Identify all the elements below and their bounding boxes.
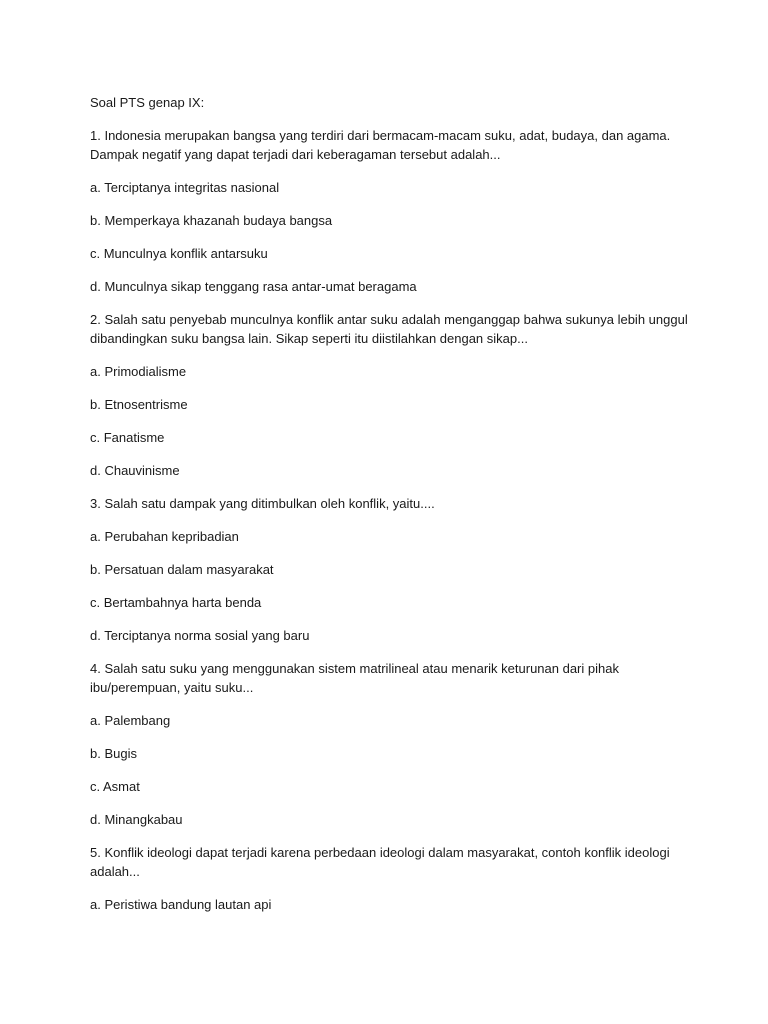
question-4-option-c: c. Asmat — [90, 779, 140, 794]
question-2-option-d: d. Chauvinisme — [90, 463, 180, 478]
question-4-option-d: d. Minangkabau — [90, 812, 183, 827]
question-2-option-a: a. Primodialisme — [90, 364, 187, 379]
question-1-stem — [90, 126, 690, 164]
question-text-line: ibu/perempuan, yaitu suku... — [90, 680, 254, 695]
question-text-line: 3. Salah satu dampak yang ditimbulkan oleh konflik, yaitu.... — [90, 496, 435, 511]
question-3-option-d: d. Terciptanya norma sosial yang baru — [90, 628, 310, 643]
question-1-option-a: a. Terciptanya integritas nasional — [90, 180, 280, 195]
question-1-option-d: d. Munculnya sikap tenggang rasa antar-umat beragama — [90, 279, 417, 294]
question-1-option-b: b. Memperkaya khazanah budaya bangsa — [90, 213, 333, 228]
question-3-option-c: c. Bertambahnya harta benda — [90, 595, 262, 610]
question-3-option-a: a. Perubahan kepribadian — [90, 529, 239, 544]
question-4-option-b: b. Bugis — [90, 746, 137, 761]
question-3-option-b: b. Persatuan dalam masyarakat — [90, 562, 274, 577]
question-text-line: 1. Indonesia merupakan bangsa yang terdiri dari bermacam-macam suku, adat, budaya, dan agama. — [90, 128, 671, 143]
question-text-line: adalah... — [90, 864, 140, 879]
question-2-stem — [90, 310, 690, 348]
question-5-stem — [90, 843, 690, 881]
question-5-option-a: a. Peristiwa bandung lautan api — [90, 897, 272, 912]
question-4-option-a: a. Palembang — [90, 713, 171, 728]
question-text-line: 2. Salah satu penyebab munculnya konflik antar suku adalah menganggap bahwa sukunya lebih unggul — [90, 312, 688, 327]
question-text-line: 4. Salah satu suku yang menggunakan sistem matrilineal atau menarik keturunan dari pihak — [90, 661, 619, 676]
document-body — [90, 93, 690, 928]
question-text-line: dibandingkan suku bangsa lain. Sikap seperti itu diistilahkan dengan sikap... — [90, 331, 528, 346]
question-text-line: 5. Konflik ideologi dapat terjadi karena perbedaan ideologi dalam masyarakat, contoh konflik ideologi — [90, 845, 670, 860]
question-text-line: Dampak negatif yang dapat terjadi dari keberagaman tersebut adalah... — [90, 147, 501, 162]
question-1-option-c: c. Munculnya konflik antarsuku — [90, 246, 268, 261]
question-4-stem — [90, 659, 690, 697]
question-2-option-b: b. Etnosentrisme — [90, 397, 188, 412]
question-2-option-c: c. Fanatisme — [90, 430, 165, 445]
document-title: Soal PTS genap IX: — [90, 95, 205, 110]
question-3-stem — [90, 494, 690, 513]
